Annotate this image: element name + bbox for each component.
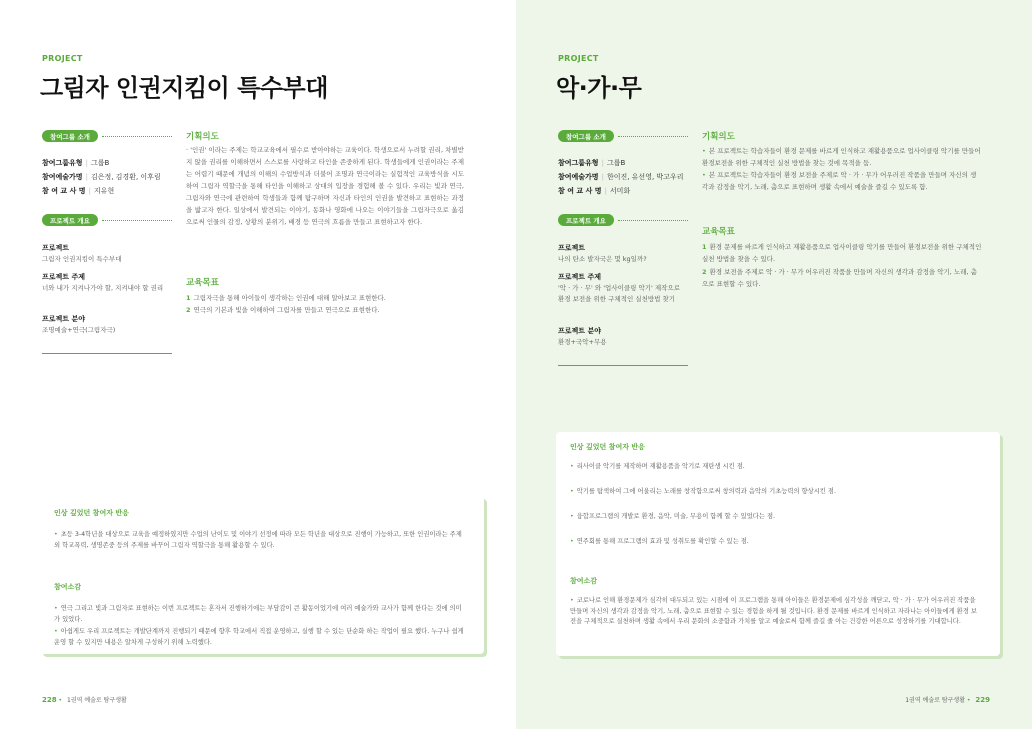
overview-text: 그림자 인권지킴이 특수부대 <box>42 255 122 263</box>
reaction-item: • 융합프로그램의 개발로 환경, 음악, 미술, 무용이 함께 할 수 있었다는 점. <box>570 513 776 520</box>
impression-title: 참여소감 <box>570 577 598 585</box>
reaction-item: • 악기를 탐색하여 그에 어울리는 노래를 창작함으로써 창의력과 음악의 기초능력의 향상시킨 점. <box>570 488 836 495</box>
overview-text: 나의 탄소 발자국은 몇 kg일까? <box>558 255 647 263</box>
pill-divider <box>102 136 172 137</box>
pill-divider <box>618 220 688 221</box>
goal-item <box>702 266 982 290</box>
overview-text: '악 · 가 · 무' 와 '업사이클링 악기' 제작으로 환경 보전을 위한 구체적인 실천방법 찾기 <box>558 284 680 303</box>
info-label: 참여예술가명 <box>558 173 599 181</box>
pill-overview: 프로젝트 개요 <box>42 214 98 226</box>
footer-text: 1권역 예술로 탐구생활 <box>67 697 127 704</box>
info-row: 참여그룹유형 | 그룹B <box>42 159 110 167</box>
bullet-icon: • <box>966 697 973 704</box>
info-value: 그룹B <box>606 159 626 167</box>
reflection-card <box>40 496 484 654</box>
overview-text: 환경+국악+무용 <box>558 338 607 346</box>
section-divider <box>42 353 172 354</box>
overview-text: 너와 내가 지켜나가야 할, 지켜내야 할 권리 <box>42 284 164 292</box>
overview-heading: 프로젝트 분야 <box>42 315 86 323</box>
info-value: 김은정, 김경환, 이후림 <box>90 173 161 181</box>
footer-text: 1권역 예술로 탐구생활 <box>905 697 965 704</box>
intent-title: 기획의도 <box>702 132 735 142</box>
overview-heading: 프로젝트 <box>42 244 70 252</box>
overview-heading: 프로젝트 주제 <box>42 273 86 281</box>
intent-item: • 본 프로젝트는 학습자들이 환경 문제를 바르게 인식하고 재활용품으로 업사이클링 악기를 만들어 환경보전을 위한 구체적인 실천 방법을 찾는 것에 목적을 둠. <box>702 147 981 167</box>
reaction-title: 인상 깊었던 참여자 반응 <box>570 443 645 451</box>
pill-divider <box>102 220 172 221</box>
goal-text: 환경 문제를 바르게 인식하고 재활용품으로 업사이클링 악기를 만들어 환경보전을 위한 구체적인 실천 방법을 찾을 수 있다. <box>702 243 982 263</box>
info-value: 서미화 <box>609 187 631 195</box>
right-page <box>516 0 1032 729</box>
page-title: 그림자 인권지킴이 특수부대 <box>40 74 328 102</box>
info-label: 참여그룹유형 <box>558 159 599 167</box>
bullet-icon: • <box>570 597 574 604</box>
reaction-title: 인상 깊었던 참여자 반응 <box>54 509 129 517</box>
info-value: 한이진, 유선영, 박고우리 <box>606 173 684 181</box>
bullet-icon: • <box>702 171 706 179</box>
intent-title: 기획의도 <box>186 132 219 142</box>
project-label: PROJECT <box>558 54 599 63</box>
page-number: 228 <box>42 696 57 704</box>
page-footer <box>905 695 990 704</box>
pill-groups: 참여그룹 소개 <box>558 130 614 142</box>
reaction-item: • 초등 3-4학년을 대상으로 교육을 예정하였지만 수업의 난이도 및 이야기 선정에 따라 모든 학년을 대상으로 진행이 가능하고, 또한 인권이라는 주제 외 학교폭력, 생명존중 등의 주제를 바꾸어 그림자 역할극을 통해 활용할 수 있다. <box>54 531 462 549</box>
bullet-icon: • <box>54 628 58 635</box>
overview-heading: 프로젝트 주제 <box>558 273 602 281</box>
bullet-icon: • <box>702 147 706 155</box>
overview-heading: 프로젝트 <box>558 244 586 252</box>
reaction-item: • 연주회를 통해 프로그램의 효과 및 성취도를 확인할 수 있는 점. <box>570 538 749 545</box>
impression-item: • 아쉽게도 우리 프로젝트는 개발단계까지 진행되기 때문에 향후 학교에서 직접 운영하고, 실행 할 수 있는 단순화 하는 작업이 필요 했다. 누구나 쉽게 운영 할 수 있지만 내용은 알차게 구성하기 위해 노력했다. <box>54 628 464 646</box>
goal-number: 1 <box>702 243 707 251</box>
page-title: 악·가·무 <box>556 74 642 102</box>
info-row: 참여그룹유형 | 그룹B <box>558 159 626 167</box>
impression-item: • 코로나로 인해 환경문제가 심각히 대두되고 있는 시점에 이 프로그램을 통해 아이들은 환경문제에 심각성을 깨닫고, 악 · 가 · 무가 어우러진 작품을 만들며 자신의 생각과 감정을 악기, 노래, 춤으로 표현할 수 있는 경험을 하게 될 것입니다. 환경 문제를 바르게 인식하고 자라나는 아이들에게 환경 보전을 구체적으로 실천하며 생활 속에서 우리 문화의 소중함과 가치를 알고 예술로써 함께 즐길 줄 아는 건강한 어른으로 성장하기를 기대합니다. <box>570 597 977 625</box>
reaction-item: • 리사이클 악기를 제작하며 재활용품을 악기로 재탄생 시킨 점. <box>570 463 745 470</box>
impression-title: 참여소감 <box>54 583 82 591</box>
project-label: PROJECT <box>42 54 83 63</box>
bullet-icon: • <box>570 463 574 470</box>
goal-text: 그림자극을 통해 아이들이 생각하는 인권에 대해 알아보고 표현한다. <box>193 294 386 302</box>
goal-number: 2 <box>186 306 191 314</box>
info-label: 참여그룹유형 <box>42 159 83 167</box>
pill-groups: 참여그룹 소개 <box>42 130 98 142</box>
goal-item <box>186 292 464 304</box>
bullet-icon: • <box>54 605 58 612</box>
bullet-icon: • <box>58 697 63 704</box>
overview-heading: 프로젝트 분야 <box>558 327 602 335</box>
info-row: 참여예술가명 | 한이진, 유선영, 박고우리 <box>558 173 684 181</box>
info-value: 지유현 <box>93 187 115 195</box>
page-footer <box>42 695 127 704</box>
goal-text: 연극의 기본과 빛을 이해하여 그림자를 만들고 연극으로 표현한다. <box>193 306 380 314</box>
info-row: 참 여 교 사 명 | 지유현 <box>42 187 115 195</box>
pill-overview: 프로젝트 개요 <box>558 214 614 226</box>
bullet-icon: • <box>570 538 574 545</box>
pill-divider <box>618 136 688 137</box>
overview-text: 조명예술+연극(그림자극) <box>42 326 116 334</box>
intent-item: • 본 프로젝트는 학습자들이 환경 보전을 주제로 악 · 가 · 무가 어우러진 작품을 만들며 자신의 생각과 감정을 악기, 노래, 춤으로 표현하며 생활 속에서 예술을 즐길 수 있도록 함. <box>702 171 977 191</box>
goal-item <box>702 241 982 265</box>
goals-title: 교육목표 <box>186 278 219 288</box>
info-value: 그룹B <box>90 159 110 167</box>
goal-item <box>186 304 464 316</box>
goals-title: 교육목표 <box>702 227 735 237</box>
info-row: 참 여 교 사 명 | 서미화 <box>558 187 631 195</box>
intent-text: · '인권' 이라는 주제는 학교교육에서 필수로 받아야하는 교육이다. 학생으로서 누려할 권리, 차별받지 않을 권리를 이해하면서 스스로를 사랑하고 타인을 존중하게 된다. 학생들에게 인권이라는 주제는 어렵기 때문에 개념의 이해의 수업방식과 더불어 조명과 연극이라는 실험적인 교육방식을 시도하여 그림자 역할극을 통해 타인을 이해하고 상대의 입장을 경험해 볼 수 있다. 우리는 빛과 연극, 그림자와 연극에 관련하여 학생들과 함께 탐구하며 자신과 타인의 인권을 발견하고 표현하는 과정을 밟고자 한다. 일상에서 발견되는 이야기, 동화나 영화에 나오는 이야기들을 그림자극으로 옮김으로써 인물의 감정, 상황의 분위기, 배경 등 연극의 흐름을 만들고 표현하고자 한다. <box>186 146 464 226</box>
goal-text: 환경 보전을 주제로 악 · 가 · 무가 어우러진 작품을 만들며 자신의 생각과 감정을 악기, 노래, 춤으로 표현할 수 있다. <box>702 268 977 288</box>
goal-number: 1 <box>186 294 191 302</box>
section-divider <box>558 365 688 366</box>
info-row: 참여예술가명 | 김은정, 김경환, 이후림 <box>42 173 161 181</box>
impression-item: • 연극 그리고 빛과 그림자로 표현하는 이번 프로젝트는 혼자서 진행하기에는 부담감이 큰 활동이었기에 여러 예술가와 교사가 함께 한다는 것에 의미가 있었다. <box>54 605 462 623</box>
bullet-icon: • <box>54 531 58 538</box>
reflection-card <box>556 432 1000 656</box>
bullet-icon: • <box>570 488 574 495</box>
goal-number: 2 <box>702 268 707 276</box>
info-label: 참 여 교 사 명 <box>42 187 86 195</box>
info-label: 참 여 교 사 명 <box>558 187 602 195</box>
bullet-icon: • <box>570 513 574 520</box>
page-number: 229 <box>975 696 990 704</box>
info-label: 참여예술가명 <box>42 173 83 181</box>
